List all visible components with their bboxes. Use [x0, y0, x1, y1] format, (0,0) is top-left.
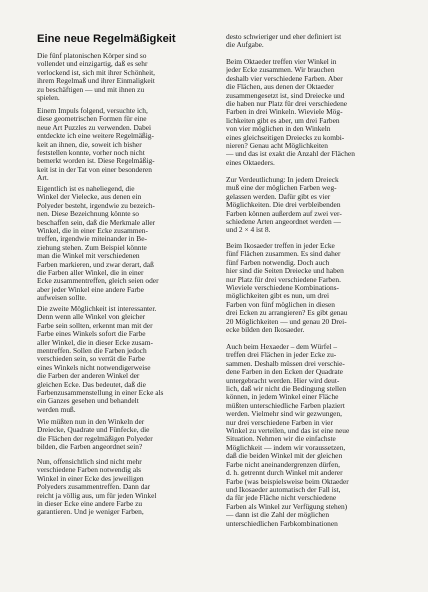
text-line: und 2 × 4 ist 8.	[226, 226, 271, 235]
text-line: Möglichkeiten. Die drei verbleibenden	[226, 201, 341, 210]
text-line: da für jede Fläche nicht verschiedene	[226, 494, 337, 503]
paragraph	[37, 185, 223, 303]
text-line: Farbenzusammenstellung in einer Ecke als	[37, 389, 164, 398]
text-line: die Aufgabe.	[226, 41, 264, 50]
text-line: treffen, irgendwie miteinander in Be-	[37, 235, 147, 244]
text-line: muß eine der möglichen Farben weg-	[226, 184, 337, 193]
text-line: verlockend ist, sich mit ihrer Schönheit,	[37, 68, 156, 77]
text-line: lich, daß wir nicht die Bedingung stellen	[226, 385, 347, 394]
text-line: verschiedene Farben notwendig als	[37, 466, 142, 475]
text-line: Zur Verdeutlichung: In jedem Dreieck	[226, 176, 339, 184]
text-line: schiedene Arten angeordnet werden —	[226, 218, 341, 227]
paragraph	[226, 176, 412, 235]
text-line: Nun, offensichtlich sind nicht mehr	[37, 458, 142, 466]
text-line: ein Ganzes gesehen und behandelt	[37, 397, 139, 406]
paragraph	[37, 305, 223, 414]
text-line: Beim Oktaeder treffen vier Winkel in	[226, 58, 337, 66]
text-line: in dieser Ecke eine andere Farbe zu	[37, 500, 143, 509]
text-line: drei Ecken zu arrangieren? Es gibt genau	[226, 309, 348, 318]
text-line: Ecke zusammentreffen, gleich seien oder	[37, 277, 159, 286]
text-line: Einem Impuls folgend, versuchte ich,	[37, 107, 148, 115]
text-line: Farben in drei Winkeln. Wieviele Mög-	[226, 108, 343, 117]
text-line: — dann ist die Zahl der möglichen	[226, 511, 330, 520]
text-line: vollendet und einzigartig, daß es sehr	[37, 60, 148, 69]
text-line: aber jeder Winkel eine andere Farbe	[37, 285, 144, 294]
text-line: Eigentlich ist es naheliegend, die	[37, 185, 135, 193]
text-line: neue Art Puzzles zu verwenden. Dabei	[37, 123, 152, 132]
text-line: werden. Vielmehr sind wir gezwungen,	[226, 410, 342, 419]
text-line: entdeckte ich eine weitere Regelmäßig-	[37, 132, 154, 141]
text-line: 20 Möglichkeiten — und genau 20 Drei-	[226, 317, 347, 326]
text-line: Farbe nicht aneinandergrenzen dürfen,	[226, 460, 340, 469]
text-line: mentreffen. Sollen die Farben jedoch	[37, 347, 147, 356]
paragraph	[226, 58, 412, 167]
text-line: Wieviele verschiedene Kombinations-	[226, 284, 339, 293]
text-line: Art.	[37, 174, 49, 183]
text-line: zusammengesetzt ist, sind Dreiecke und	[226, 91, 345, 100]
text-line: dene Farben in den Ecken der Quadrate	[226, 368, 343, 377]
paragraph	[226, 33, 412, 50]
text-line: Farbe sein sollten, erkennt man mit der	[37, 321, 153, 330]
paragraph	[37, 418, 223, 452]
text-line: desto schwieriger und eher definiert ist	[226, 33, 342, 41]
text-line: beschaffen sein, daß die Merkmale aller	[37, 218, 156, 227]
text-line: und Ikosaeder automatisch der Fall ist,	[226, 485, 341, 494]
text-line: die Farben aller Winkel, die in einer	[37, 269, 144, 278]
text-line: hier sind die Seiten Dreiecke und haben	[226, 267, 344, 276]
text-line: ihrem Regelmaß und ihrer Einmaligkeit	[37, 77, 155, 86]
text-line: eines gleichseitigen Dreiecks zu kombi-	[226, 133, 345, 142]
text-line: gelassen werden. Dafür gibt es vier	[226, 192, 331, 201]
text-line: Farben markieren, und zwar derart, daß	[37, 260, 154, 269]
text-line: Farben von fünf möglichen in diesen	[226, 300, 335, 309]
text-line: Auch beim Hexaeder – dem Würfel –	[226, 343, 338, 351]
text-line: gleichen Ecke. Das bedeutet, daß die	[37, 380, 146, 389]
text-line: zu beschäftigen — und mit ihnen zu	[37, 85, 145, 94]
text-line: von vier möglichen in den Winkeln	[226, 125, 331, 134]
text-line: die Farben der anderen Winkel der	[37, 372, 140, 381]
text-line: sammen. Deshalb müssen drei verschie-	[226, 359, 345, 368]
text-line: untergebracht werden. Hier wird deut-	[226, 376, 340, 385]
text-line: fünf Flächen zusammen. Es sind daher	[226, 250, 341, 259]
text-line: Denn wenn alle Winkel von gleicher	[37, 313, 146, 322]
text-line: eines Winkels nicht notwendigerweise	[37, 363, 151, 372]
text-line: Möglichkeit — indem wir voraussetzen,	[226, 443, 346, 452]
text-line: die Flächen, aus denen der Oktaeder	[226, 83, 334, 92]
text-line: müßten unterschiedliche Farben plaziert	[226, 401, 345, 410]
text-line: die haben nur Platz für drei verschiedene	[226, 100, 348, 109]
text-line: treffen drei Flächen in jeder Ecke zu-	[226, 351, 337, 360]
text-line: Wie müßten nun in den Winkeln der	[37, 418, 145, 426]
text-line: Beim Ikosaeder treffen in jeder Ecke	[226, 242, 335, 250]
text-line: Farbe eines Winkels sofort die Farbe	[37, 330, 146, 339]
text-line: — und das ist exakt die Anzahl der Flächen	[226, 150, 355, 159]
text-line: Winkel zu verteilen, und das ist eine neue	[226, 427, 350, 436]
text-line: die Flächen der regelmäßigen Polyeder	[37, 434, 153, 443]
text-line: können, in jedem Winkel einer Fläche	[226, 393, 339, 402]
text-line: aufweisen sollte.	[37, 294, 87, 303]
text-line: reicht ja völlig aus, um für jeden Winkel	[37, 491, 157, 500]
text-line: werden muß.	[37, 405, 76, 414]
text-line: jeder Ecke zusammen. Wir brauchen	[226, 66, 335, 75]
text-line: Winkel, die in einer Ecke zusammen-	[37, 227, 148, 236]
text-line: deshalb vier verschiedene Farben. Aber	[226, 74, 343, 83]
text-line: Die zweite Möglichkeit ist interessanter.	[37, 305, 157, 313]
text-line: feststellen konnte, vorher noch nicht	[37, 149, 145, 158]
text-line: garantieren. Und je weniger Farben,	[37, 508, 144, 517]
text-line: spielen.	[37, 94, 60, 103]
text-line: nen. Diese Bezeichnung könnte so	[37, 210, 140, 219]
text-line: ziehung stehen. Zum Beispiel könnte	[37, 243, 147, 252]
text-line: nur drei verschiedene Farben in vier	[226, 418, 333, 427]
page-title: Eine neue Regelmäßigkeit	[37, 33, 176, 45]
text-line: Situation. Nehmen wir die einfachste	[226, 435, 336, 444]
text-line: Farbe (was beispielsweise beim Oktaeder	[226, 477, 349, 486]
text-line: unterschiedlichen Farbkombinationen	[226, 519, 338, 528]
text-line: man die Winkel mit verschiedenen	[37, 252, 140, 261]
paragraph	[226, 343, 412, 528]
text-line: Die fünf platonischen Körper sind so	[37, 52, 147, 60]
paragraph	[226, 242, 412, 334]
text-line: diese geometrischen Formen für eine	[37, 115, 147, 124]
paragraph	[37, 458, 223, 517]
text-line: Polyeders zusammentreffen. Dann dar	[37, 483, 151, 492]
text-line: bemerkt worden ist. Diese Regelmäßig-	[37, 157, 155, 166]
text-line: fünf Farben notwendig. Doch auch	[226, 258, 330, 267]
text-line: möglichkeiten gibt es nun, um drei	[226, 292, 330, 301]
text-line: lichkeiten gibt es aber, um drei Farben	[226, 116, 340, 125]
text-line: Winkel in einer Ecke des jeweiligen	[37, 474, 144, 483]
text-line: nur Platz für drei verschiedene Farben.	[226, 275, 341, 284]
text-line: Dreiecke, Quadrate und Fünfecke, die	[37, 426, 150, 435]
text-line: nieren? Genau acht Möglichkeiten	[226, 142, 328, 151]
paragraph	[37, 107, 223, 183]
text-line: keit an ihnen, die, soweit ich bisher	[37, 140, 142, 149]
text-line: Winkel der Vielecke, aus denen ein	[37, 193, 142, 202]
text-line: keit ist in der Tat von einer besonderen	[37, 165, 152, 174]
text-line: Polyeder besteht, irgendwie zu bezeich-	[37, 201, 155, 210]
text-line: ecke bilden den Ikosaeder.	[226, 326, 305, 335]
text-line: verschieden sein, so verrät die Farbe	[37, 355, 145, 364]
text-line: d. h. getrennt durch Winkel mit anderer	[226, 469, 343, 478]
text-line: aller Winkel, die in dieser Ecke zusam-	[37, 338, 153, 347]
paragraph	[37, 52, 223, 102]
text-line: daß die beiden Winkel mit der gleichen	[226, 452, 343, 461]
text-line: Farben als Winkel zur Verfügung stehen)	[226, 502, 348, 511]
text-line: eines Oktaeders.	[226, 158, 275, 167]
text-line: Farben können außerdem auf zwei ver-	[226, 209, 342, 218]
text-line: bilden, die Farben angeordnet sein?	[37, 443, 143, 452]
